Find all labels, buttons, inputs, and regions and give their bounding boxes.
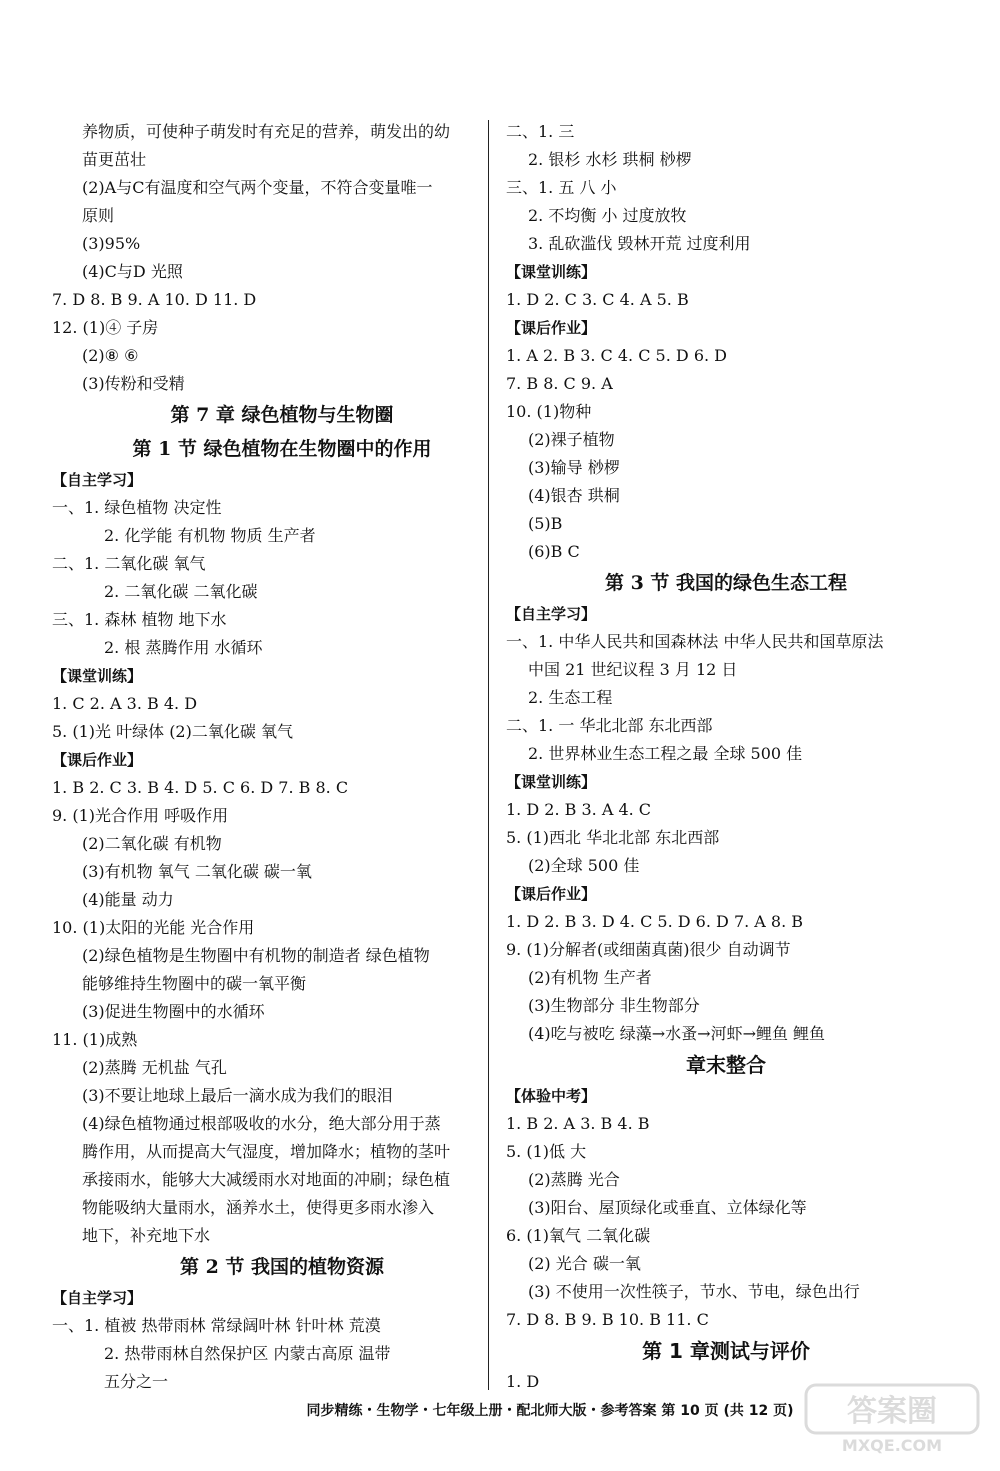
left-line: 第 7 章 绿色植物与生物圈 xyxy=(170,404,394,426)
right-line: 1. A 2. B 3. C 4. C 5. D 6. D xyxy=(506,346,727,365)
right-line: (6)B C xyxy=(528,542,580,561)
left-line: (2)A与C有温度和空气两个变量，不符合变量唯一 xyxy=(82,178,433,197)
right-line: (3)阳台、屋顶绿化或垂直、立体绿化等 xyxy=(528,1198,807,1217)
left-line: 【自主学习】 xyxy=(52,471,143,489)
left-line: (4)绿色植物通过根部吸收的水分，绝大部分用于蒸 xyxy=(82,1114,441,1133)
watermark-big-text: 答案圈 xyxy=(847,1394,937,1429)
right-line: 2. 世界林业生态工程之最 全球 500 佳 xyxy=(528,744,803,763)
left-line: 能够维持生物圈中的碳一氧平衡 xyxy=(82,974,307,993)
right-line: 2. 不均衡 小 过度放牧 xyxy=(528,206,687,225)
left-line: (2)绿色植物是生物圈中有机物的制造者 绿色植物 xyxy=(82,946,430,965)
page-footer: 同步精练・生物学・七年级上册・配北师大版・参考答案 第 10 页 (共 12 页) xyxy=(306,1403,794,1419)
left-line: (3)有机物 氧气 二氧化碳 碳一氧 xyxy=(82,862,312,881)
watermark-logo xyxy=(802,1381,982,1457)
right-line: (2)蒸腾 光合 xyxy=(528,1170,620,1189)
right-line: (3)输导 桫椤 xyxy=(528,458,620,477)
left-line: 二、1. 二氧化碳 氧气 xyxy=(52,554,206,573)
left-line: (2)二氧化碳 有机物 xyxy=(82,834,222,853)
right-line: (4)银杏 珙桐 xyxy=(528,486,620,505)
right-line: 7. D 8. B 9. B 10. B 11. C xyxy=(506,1310,709,1329)
left-line: 1. C 2. A 3. B 4. D xyxy=(52,694,198,713)
right-line: (4)吃与被吃 绿藻→水蚤→河虾→鲤鱼 鲤鱼 xyxy=(528,1024,826,1043)
left-line: (3)促进生物圈中的水循环 xyxy=(82,1002,265,1021)
right-line: 1. D xyxy=(506,1372,540,1391)
left-line: 第 2 节 我国的植物资源 xyxy=(179,1256,385,1278)
left-line: (2)蒸腾 无机盐 气孔 xyxy=(82,1058,227,1077)
right-line: 二、1. 一 华北北部 东北西部 xyxy=(506,716,713,735)
left-line: (3)传粉和受精 xyxy=(82,374,185,393)
left-line: (2)⑧ ⑥ xyxy=(82,346,139,365)
right-line: 9. (1)分解者(或细菌真菌)很少 自动调节 xyxy=(506,940,791,959)
left-line: 【课堂训练】 xyxy=(52,667,143,685)
left-line: 第 1 节 绿色植物在生物圈中的作用 xyxy=(132,438,432,460)
right-line: 【课堂训练】 xyxy=(506,263,597,281)
right-line: (2)有机物 生产者 xyxy=(528,968,652,987)
left-line: (3)不要让地球上最后一滴水成为我们的眼泪 xyxy=(82,1086,393,1105)
left-line: 9. (1)光合作用 呼吸作用 xyxy=(52,806,229,825)
right-line: 1. D 2. B 3. A 4. C xyxy=(506,800,652,819)
right-line: 第 1 章测试与评价 xyxy=(642,1339,810,1363)
right-line: 6. (1)氧气 二氧化碳 xyxy=(506,1226,651,1245)
left-line: 2. 根 蒸腾作用 水循环 xyxy=(104,638,263,657)
left-line: 一、1. 植被 热带雨林 常绿阔叶林 针叶林 荒漠 xyxy=(52,1316,381,1335)
right-line: 【课后作业】 xyxy=(506,319,597,337)
right-line: 10. (1)物种 xyxy=(506,402,592,421)
watermark-small-text: MXQE.COM xyxy=(841,1436,943,1455)
left-line: 2. 二氧化碳 二氧化碳 xyxy=(104,582,258,601)
left-line: 2. 热带雨林自然保护区 内蒙古高原 温带 xyxy=(104,1344,391,1363)
left-line: 三、1. 森林 植物 地下水 xyxy=(52,610,227,629)
column-divider xyxy=(488,120,489,1390)
right-line: (2) 光合 碳一氧 xyxy=(528,1254,641,1273)
left-line: 10. (1)太阳的光能 光合作用 xyxy=(52,918,255,937)
right-line: 一、1. 中华人民共和国森林法 中华人民共和国草原法 xyxy=(506,632,884,651)
left-line: (4)能量 动力 xyxy=(82,890,174,909)
left-line: 11. (1)成熟 xyxy=(52,1030,138,1049)
right-line: 2. 银杉 水杉 珙桐 桫椤 xyxy=(528,150,692,169)
left-line: 2. 化学能 有机物 物质 生产者 xyxy=(104,526,316,545)
right-line: (5)B xyxy=(528,514,563,533)
right-column xyxy=(506,118,946,1396)
left-line: 7. D 8. B 9. A 10. D 11. D xyxy=(52,290,257,309)
right-line: 3. 乱砍滥伐 毁林开荒 过度利用 xyxy=(528,234,751,253)
right-line: (2)裸子植物 xyxy=(528,430,615,449)
right-line: 第 3 节 我国的绿色生态工程 xyxy=(604,572,848,594)
left-line: 1. B 2. C 3. B 4. D 5. C 6. D 7. B 8. C xyxy=(52,778,349,797)
left-line: (4)C与D 光照 xyxy=(82,262,183,281)
left-line: 腾作用，从而提高大气湿度，增加降水；植物的茎叶 xyxy=(82,1142,451,1161)
right-line: 【体验中考】 xyxy=(506,1087,597,1105)
right-line: 1. B 2. A 3. B 4. B xyxy=(506,1114,650,1133)
left-line: 地下，补充地下水 xyxy=(82,1226,211,1245)
right-line: 【自主学习】 xyxy=(506,605,597,623)
right-line: 二、1. 三 xyxy=(506,122,575,141)
right-line: 三、1. 五 八 小 xyxy=(506,178,617,197)
left-line: 12. (1)④ 子房 xyxy=(52,318,159,337)
left-line: 苗更茁壮 xyxy=(82,150,147,169)
right-line: 1. D 2. C 3. C 4. A 5. B xyxy=(506,290,689,309)
left-line: 五分之一 xyxy=(104,1372,169,1391)
right-line: (2)全球 500 佳 xyxy=(528,856,640,875)
right-line: (3)生物部分 非生物部分 xyxy=(528,996,700,1015)
left-line: 【自主学习】 xyxy=(52,1289,143,1307)
right-line: 中国 21 世纪议程 3 月 12 日 xyxy=(528,660,738,679)
right-line: 1. D 2. B 3. D 4. C 5. D 6. D 7. A 8. B xyxy=(506,912,804,931)
right-line: 5. (1)低 大 xyxy=(506,1142,587,1161)
right-line: 章末整合 xyxy=(686,1053,766,1077)
left-line: (3)95% xyxy=(82,234,141,253)
left-line: 5. (1)光 叶绿体 (2)二氧化碳 氧气 xyxy=(52,722,293,741)
right-line: 7. B 8. C 9. A xyxy=(506,374,613,393)
right-line: 【课堂训练】 xyxy=(506,773,597,791)
left-line: 养物质，可使种子萌发时有充足的营养，萌发出的幼 xyxy=(82,122,451,141)
left-line: 物能吸纳大量雨水，涵养水土，使得更多雨水渗入 xyxy=(82,1198,435,1217)
left-line: 承接雨水，能够大大减缓雨水对地面的冲刷；绿色植 xyxy=(82,1170,451,1189)
left-column xyxy=(52,118,482,1396)
right-line: 5. (1)西北 华北北部 东北西部 xyxy=(506,828,720,847)
right-line: 【课后作业】 xyxy=(506,885,597,903)
left-line: 一、1. 绿色植物 决定性 xyxy=(52,498,222,517)
left-line: 原则 xyxy=(82,206,115,225)
left-line: 【课后作业】 xyxy=(52,751,143,769)
right-line: (3) 不使用一次性筷子，节水、节电，绿色出行 xyxy=(528,1282,860,1301)
right-line: 2. 生态工程 xyxy=(528,688,613,707)
